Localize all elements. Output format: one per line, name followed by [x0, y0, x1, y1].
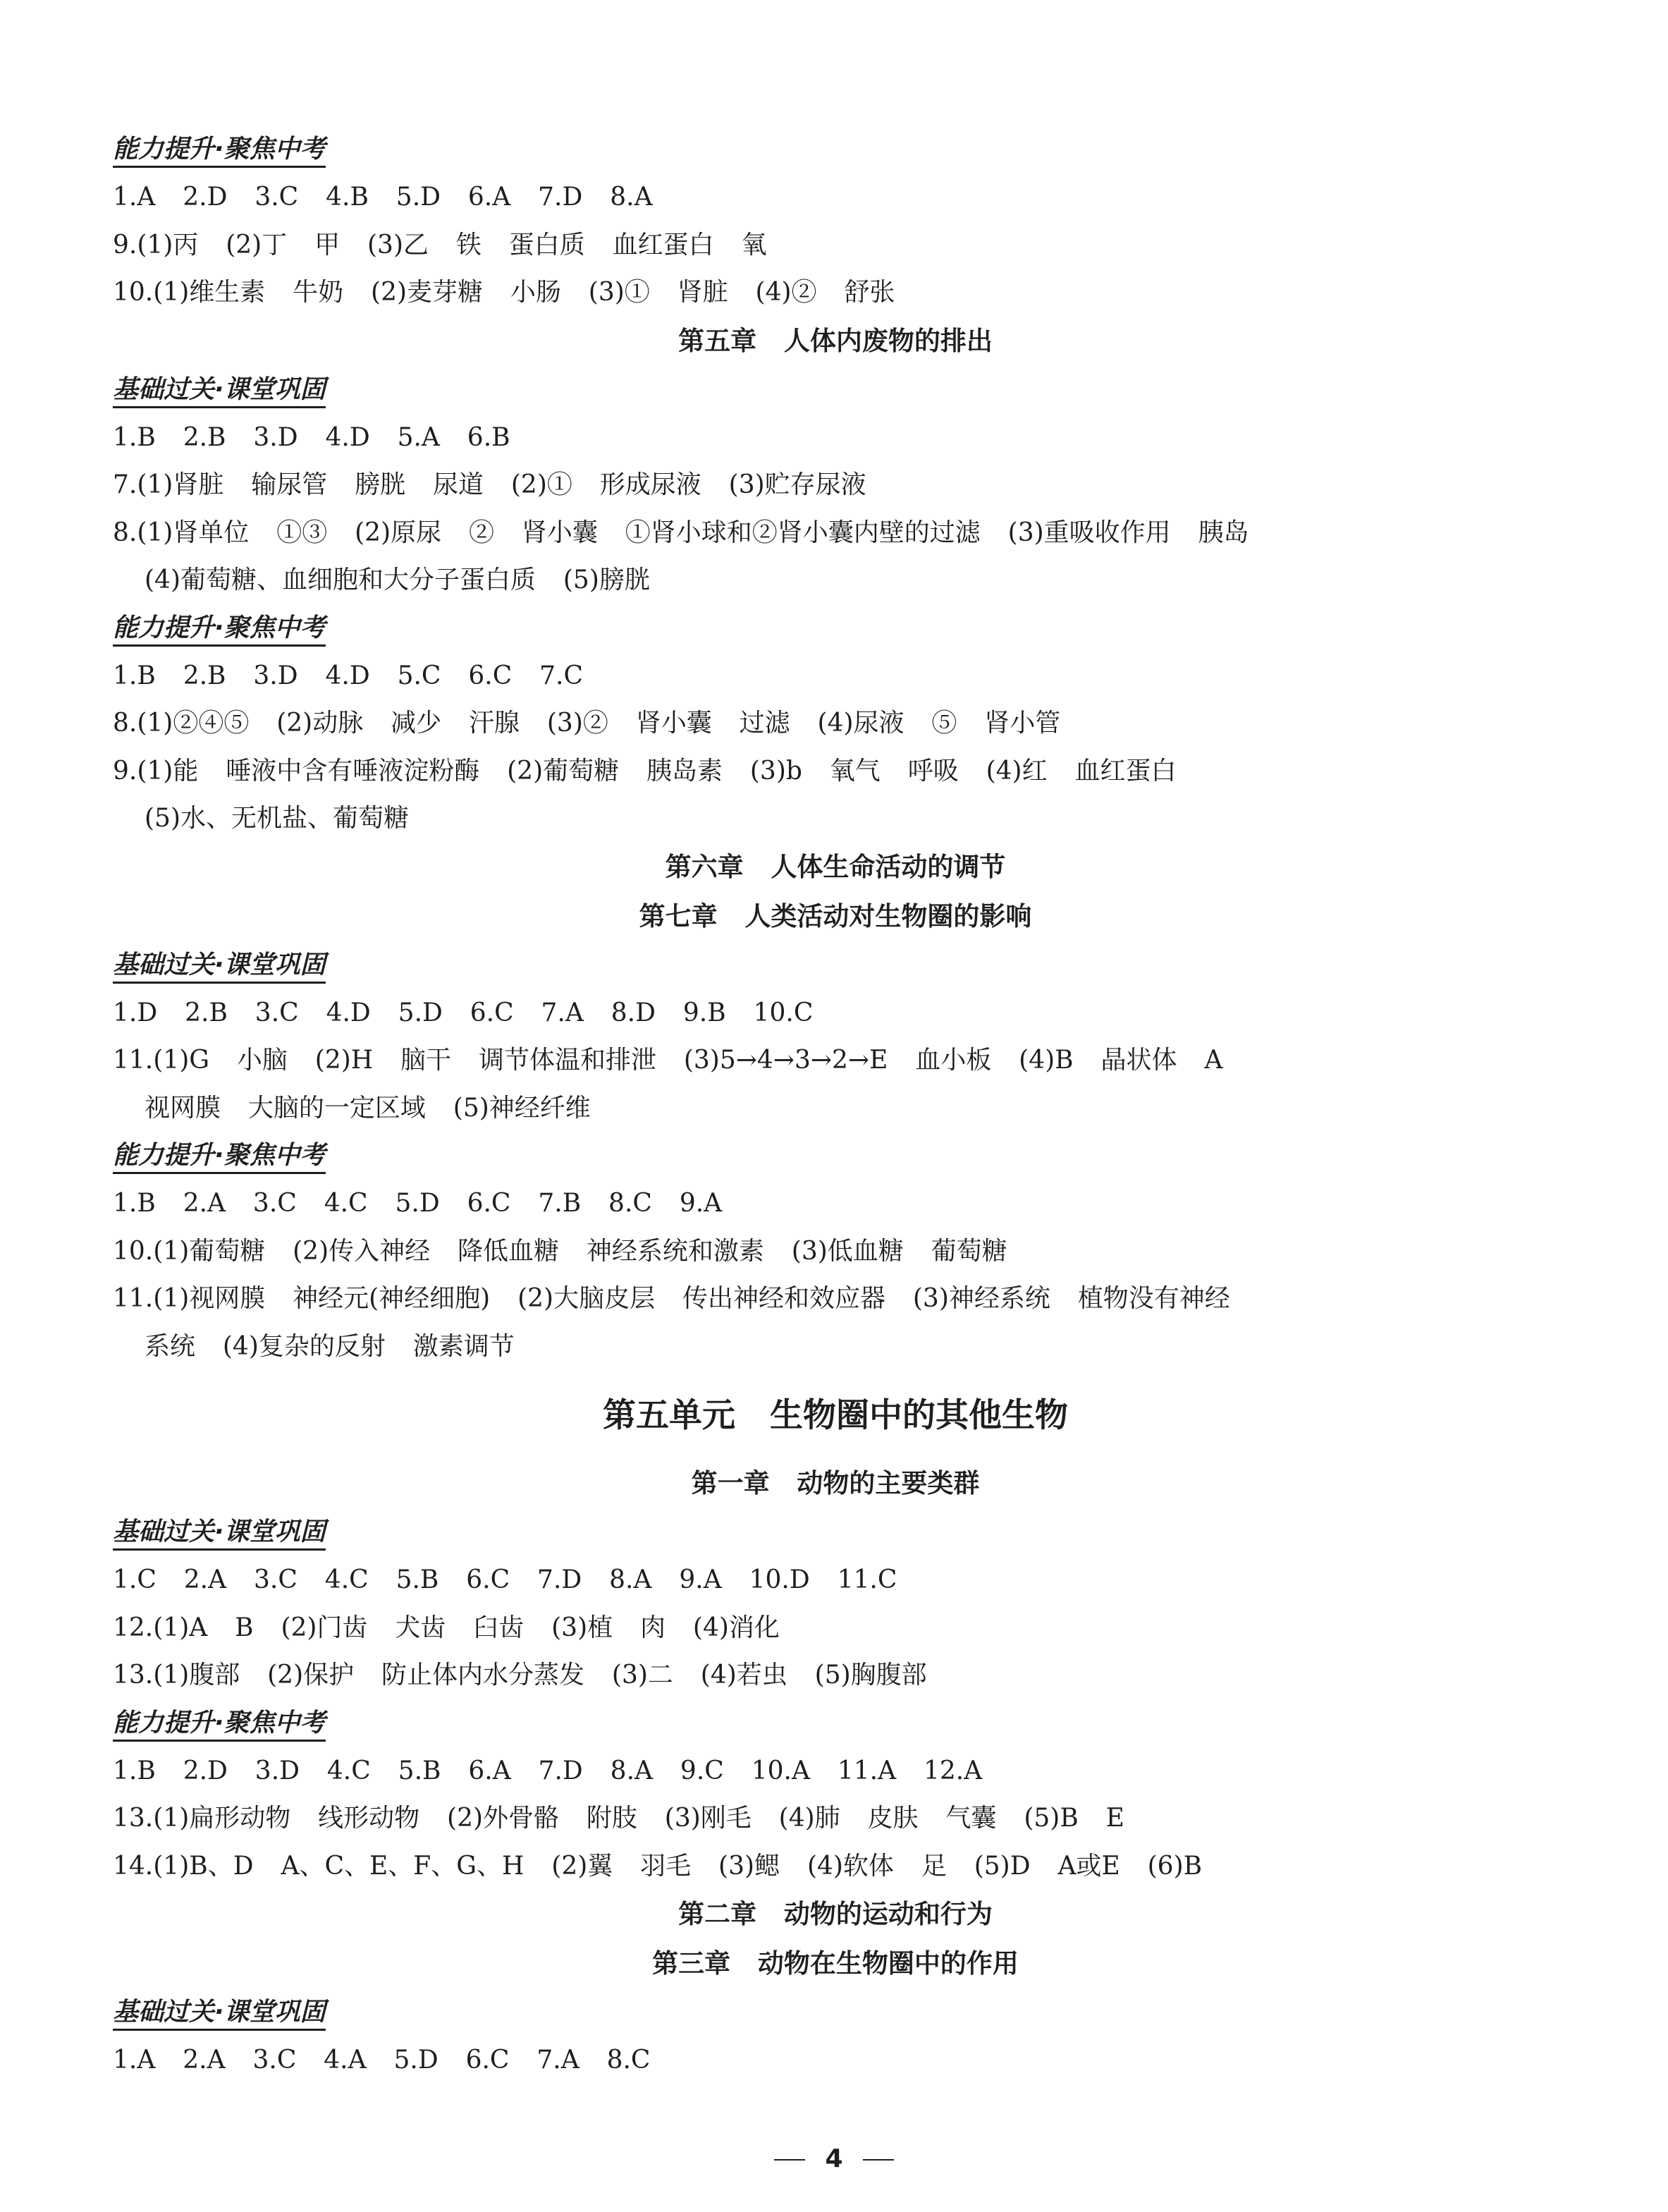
answer-line: 8.(1)②④⑤ (2)动脉 减少 汗腺 (3)② 肾小囊 过滤 (4)尿液 ⑤ 肾小管 — [113, 709, 1061, 738]
section-heading — [113, 1132, 1558, 1180]
answer-line-continuation: (5)水、无机盐、葡萄糖 — [145, 804, 409, 833]
chapter-title: 第七章 人类活动对生物圈的影响 — [639, 900, 1032, 931]
section-heading — [113, 1988, 1558, 2036]
answer-line: 10.(1)葡萄糖 (2)传入神经 降低血糖 神经系统和激素 (3)低血糖 葡萄糖 — [113, 1236, 1007, 1266]
section-heading-text: 基础过关·课堂巩固 — [113, 1996, 326, 2031]
footer-dash-left — [774, 2159, 805, 2161]
answer-line: 14.(1)B、D A、C、E、F、G、H (2)翼 羽毛 (3)鳃 (4)软体 足 (5)D A或E (6)B — [113, 1851, 1203, 1881]
answer-line-continuation: 系统 (4)复杂的反射 激素调节 — [145, 1331, 515, 1361]
answer-line: 1.B 2.B 3.D 4.D 5.A 6.B — [113, 422, 510, 452]
section-heading-text: 基础过关·课堂巩固 — [113, 949, 326, 984]
section-heading — [113, 1508, 1558, 1556]
chapter-title: 第一章 动物的主要类群 — [691, 1468, 980, 1498]
answer-line: 7.(1)肾脏 输尿管 膀胱 尿道 (2)① 形成尿液 (3)贮存尿液 — [113, 470, 866, 499]
answer-line-continuation: 视网膜 大脑的一定区域 (5)神经纤维 — [145, 1093, 591, 1123]
chapter-title: 第五章 人体内废物的排出 — [678, 325, 993, 356]
section-heading — [113, 1699, 1558, 1747]
answer-key-page — [113, 126, 1558, 2084]
section-heading — [113, 366, 1558, 414]
answer-line: 1.A 2.A 3.C 4.A 5.D 6.C 7.A 8.C — [113, 2046, 651, 2074]
section-heading-text: 能力提升·聚焦中考 — [113, 133, 326, 168]
section-heading-text: 基础过关·课堂巩固 — [113, 374, 326, 408]
section-heading-text: 能力提升·聚焦中考 — [113, 612, 326, 647]
footer-dash-right — [863, 2159, 894, 2161]
section-heading-text: 能力提升·聚焦中考 — [113, 1707, 326, 1742]
page-number: 4 — [825, 2144, 843, 2173]
answer-line: 1.A 2.D 3.C 4.B 5.D 6.A 7.D 8.A — [113, 183, 653, 212]
answer-line: 1.B 2.D 3.D 4.C 5.B 6.A 7.D 8.A 9.C 10.A 11.A 12.A — [113, 1756, 983, 1785]
answer-line-continuation: (4)葡萄糖、血细胞和大分子蛋白质 (5)膀胱 — [145, 566, 650, 594]
section-heading — [113, 126, 1558, 173]
answer-line: 1.B 2.A 3.C 4.C 5.D 6.C 7.B 8.C 9.A — [113, 1189, 723, 1218]
answer-line: 13.(1)腹部 (2)保护 防止体内水分蒸发 (3)二 (4)若虫 (5)胸腹部 — [113, 1661, 927, 1689]
answer-line: 10.(1)维生素 牛奶 (2)麦芽糖 小肠 (3)① 肾脏 (4)② 舒张 — [113, 278, 895, 307]
answer-line: 9.(1)能 唾液中含有唾液淀粉酶 (2)葡萄糖 胰岛素 (3)b 氧气 呼吸 (4)红 血红蛋白 — [113, 756, 1177, 786]
answer-line: 1.B 2.B 3.D 4.D 5.C 6.C 7.C — [113, 661, 584, 690]
chapter-title: 第六章 人体生命活动的调节 — [665, 851, 1006, 882]
chapter-title: 第二章 动物的运动和行为 — [678, 1899, 993, 1929]
chapter-title: 第三章 动物在生物圈中的作用 — [652, 1948, 1019, 1979]
answer-line: 1.C 2.A 3.C 4.C 5.B 6.C 7.D 8.A 9.A 10.D 11.C — [113, 1565, 897, 1594]
page-footer — [0, 2141, 1668, 2177]
answer-line: 13.(1)扁形动物 线形动物 (2)外骨骼 附肢 (3)刚毛 (4)肺 皮肤 气囊 (5)B E — [113, 1804, 1124, 1833]
answer-line: 8.(1)肾单位 ①③ (2)原尿 ② 肾小囊 ①肾小球和②肾小囊内壁的过滤 (3)重吸收作用 胰岛 — [113, 518, 1249, 547]
unit-title: 第五单元 生物圈中的其他生物 — [602, 1396, 1069, 1435]
section-heading — [113, 941, 1558, 989]
section-heading — [113, 604, 1558, 652]
answer-line: 12.(1)A B (2)门齿 犬齿 臼齿 (3)植 肉 (4)消化 — [113, 1613, 780, 1642]
section-heading-text: 能力提升·聚焦中考 — [113, 1139, 326, 1174]
section-heading-text: 基础过关·课堂巩固 — [113, 1516, 326, 1551]
answer-line: 11.(1)视网膜 神经元(神经细胞) (2)大脑皮层 传出神经和效应器 (3)神经系统 植物没有神经 — [113, 1284, 1230, 1313]
answer-line: 11.(1)G 小脑 (2)H 脑干 调节体温和排泄 (3)5→4→3→2→E 血小板 (4)B 晶状体 A — [113, 1046, 1223, 1075]
answer-line: 9.(1)丙 (2)丁 甲 (3)乙 铁 蛋白质 血红蛋白 氧 — [113, 230, 767, 259]
answer-line: 1.D 2.B 3.C 4.D 5.D 6.C 7.A 8.D 9.B 10.C — [113, 998, 814, 1027]
